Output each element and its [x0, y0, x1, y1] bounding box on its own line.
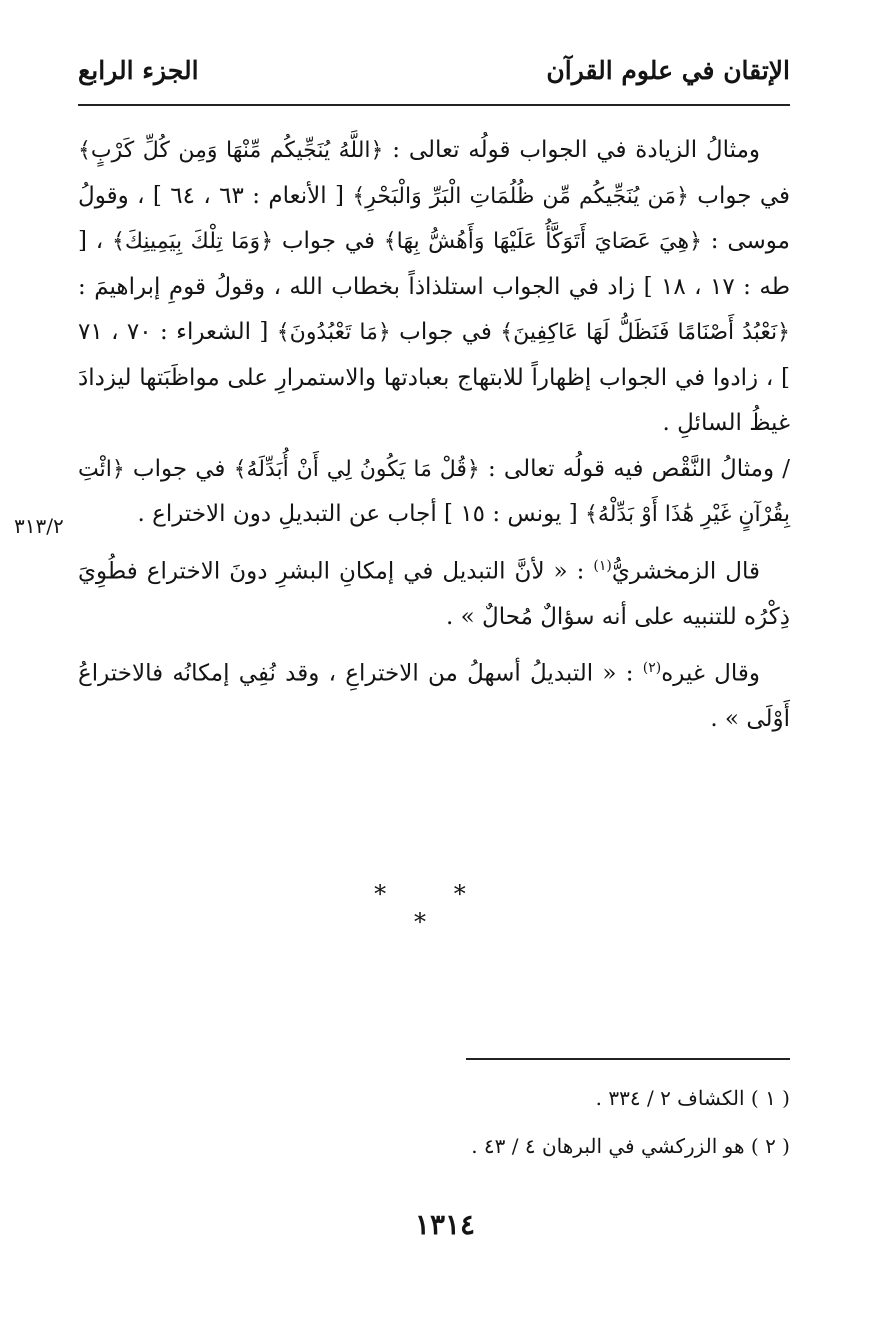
text-run: في جواب	[390, 319, 501, 345]
ornate-bracket-close: ﴾	[233, 456, 247, 482]
running-header	[78, 56, 790, 102]
ornate-bracket-open: ﴿	[377, 320, 391, 345]
paragraph-2	[78, 447, 790, 538]
main-text	[78, 128, 790, 743]
ornate-bracket-close: ﴾	[78, 138, 91, 163]
quran-verse: نَعْبُدُ أَصْنَامًا فَنَظَلُّ لَهَا عَاكِفِينَ	[513, 320, 778, 345]
ornate-bracket-open: ﴿	[777, 320, 791, 345]
quran-verse: مَن يُنَجِّيكُم مِّن ظُلُمَاتِ الْبَرِّ وَالْبَحْرِ	[365, 183, 677, 209]
footnote-divider	[466, 1058, 790, 1060]
paragraph-1	[78, 128, 790, 447]
text-run: في جواب	[273, 228, 384, 254]
ornate-bracket-close: ﴾	[352, 183, 366, 209]
text-run: ، [ طه : ١٧ ، ١٨ ] زاد في الجواب استلذاذاً بخطاب الله ، وقولُ قومِ إبراهيمَ :	[78, 228, 790, 300]
footnote-marker: (١)	[593, 557, 612, 574]
ornate-bracket-open: ﴿	[260, 229, 274, 254]
volume-label: الجزء الرابع	[78, 56, 199, 85]
quran-verse: ائْتِ بِقُرْآنٍ غَيْرِ هَٰذَا أَوْ بَدِّلْهُ	[78, 456, 790, 527]
quran-verse: وَمَا تِلْكَ بِيَمِينِكَ	[124, 229, 261, 254]
quran-verse: قُلْ مَا يَكُونُ لِي أَنْ أُبَدِّلَهُ	[246, 456, 467, 482]
text-run: [ يونس : ١٥ ] أجاب عن التبديلِ دون الاختراع .	[137, 501, 586, 527]
header-divider	[78, 104, 790, 106]
ornate-bracket-open: ﴿	[370, 138, 384, 163]
text-run: قال الزمخشريُّ	[611, 558, 760, 585]
text-run: في جواب	[688, 182, 790, 209]
ornate-bracket-open: ﴿	[466, 456, 480, 482]
quran-verse: مَا تَعْبُدُونَ	[289, 320, 378, 345]
paragraph-4	[78, 646, 790, 743]
ornate-bracket-open: ﴿	[676, 183, 689, 209]
text-run: ومثالُ الزيادة في الجواب قولُه تعالى :	[383, 137, 760, 163]
footnote-2: ( ٢ ) هو الزركشي في البرهان ٤ / ٤٣ .	[471, 1134, 790, 1158]
footnotes	[78, 1074, 790, 1170]
quran-verse: اللَّهُ يُنَجِّيكُم مِّنْهَا وَمِن كُلِّ كَرْبٍ	[90, 138, 371, 163]
page-number: ١٣١٤	[414, 1208, 476, 1241]
text-run: : « لأنَّ التبديل في إمكانِ البشرِ دونَ الاختراع فطُوِيَ ذِكْرُه للتنبيه على أنه سؤالٌ مُحالٌ » .	[78, 558, 790, 630]
section-separator: * * *	[374, 880, 496, 936]
footnote-1: ( ١ ) الكشاف ٢ / ٣٣٤ .	[595, 1086, 790, 1110]
text-run: وقال غيره	[661, 660, 760, 687]
footnote-marker: (٢)	[642, 660, 662, 677]
quran-verse: هِيَ عَصَايَ أَتَوَكَّأُ عَلَيْهَا وَأَهُشُّ بِهَا	[396, 229, 690, 254]
ornate-bracket-close: ﴾	[383, 229, 397, 254]
ornate-bracket-open: ﴿	[689, 229, 703, 254]
text-run: / ومثالُ النَّقْص فيه قولُه تعالى :	[479, 455, 791, 482]
book-title: الإتقان في علوم القرآن	[546, 56, 790, 85]
ornate-bracket-close: ﴾	[500, 320, 514, 345]
paragraph-3	[78, 544, 790, 641]
text-run: في جواب	[124, 455, 234, 482]
ornate-bracket-close: ﴾	[276, 320, 290, 345]
text-run: : « التبديلُ أسهلُ من الاختراعِ ، وقد نُفِي إمكانُه فالاختراعُ أَوْلَى » .	[78, 660, 790, 733]
ornate-bracket-open: ﴿	[111, 456, 125, 482]
margin-page-reference: ٣١٣/٢	[14, 514, 64, 538]
ornate-bracket-close: ﴾	[585, 502, 598, 527]
ornate-bracket-close: ﴾	[111, 229, 125, 254]
text-run: [ الأنعام : ٦٣ ، ٦٤ ] ، وقولُ موسى :	[78, 182, 790, 254]
text-run: [ الشعراء : ٧٠ ، ٧١ ] ، زادوا في الجواب إظهاراً للابتهاج بعبادتها والاستمرارِ على مواظَبَتها ليزدادَ غيظُ السائلِ .	[78, 319, 790, 436]
